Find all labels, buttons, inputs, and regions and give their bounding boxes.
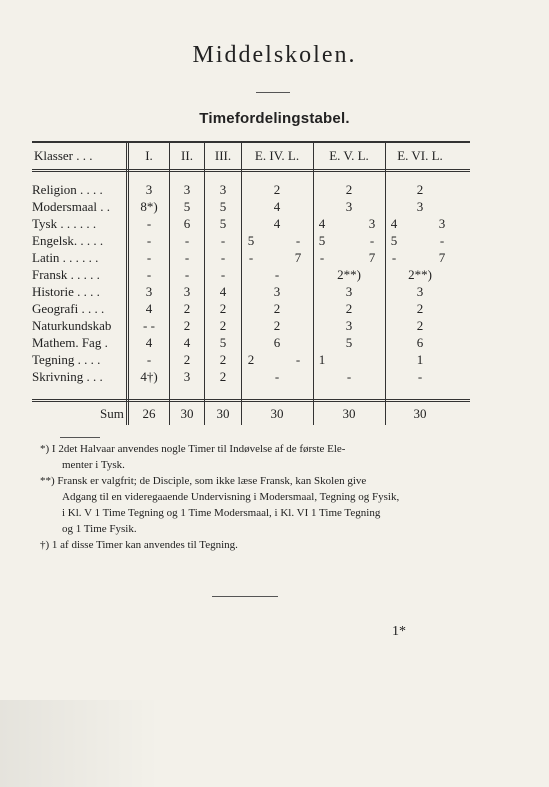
row-label: Tegning . . . . [32, 352, 101, 367]
table-cell: - [439, 233, 445, 248]
table-cell: 2**) [408, 267, 432, 282]
table-cell: 3 [345, 284, 353, 299]
table-cell: 7 [368, 250, 376, 265]
table-cell: 3 [183, 182, 191, 197]
table-cell: 3 [183, 369, 191, 384]
table-cell: 5 [318, 233, 326, 248]
row-label: Latin . . . . . . [32, 250, 99, 265]
table-cell: - [220, 267, 226, 282]
sum-cell: 30 [342, 406, 356, 421]
table-cell: 4 [390, 216, 398, 231]
header-column: III. [214, 148, 232, 163]
table-cell: 8*) [140, 199, 158, 214]
col-divider [126, 141, 127, 425]
table-cell: 4 [219, 284, 227, 299]
table-cell: 2**) [337, 267, 361, 282]
footnote-line: Adgang til en videregaaende Undervisning i Modersmaal, Tegning og Fysik, [62, 491, 400, 503]
table-cell: 6 [416, 335, 424, 350]
table-cell: - [184, 250, 190, 265]
table-cell: 2 [416, 318, 424, 333]
table-cell: 2 [345, 182, 353, 197]
row-label: Mathem. Fag . [32, 335, 108, 350]
footnote-line: *) I 2det Halvaar anvendes nogle Timer til Indøvelse af de første Ele- [40, 443, 346, 455]
table-cell: 2 [273, 318, 281, 333]
table-cell: 3 [273, 284, 281, 299]
col-divider [241, 141, 242, 425]
table-cell: 3 [368, 216, 376, 231]
col-divider [128, 141, 129, 425]
header-column: E. IV. L. [254, 148, 300, 163]
table-cell: - [146, 267, 152, 282]
table-cell: 7 [438, 250, 446, 265]
header-classes: Klasser . . . [34, 148, 93, 163]
table-cell: 2 [247, 352, 255, 367]
sum-cell: 30 [180, 406, 194, 421]
sum-label: Sum [100, 406, 124, 421]
table-cell: - [295, 352, 301, 367]
table-cell: 3 [438, 216, 446, 231]
row-label: Fransk . . . . . [32, 267, 100, 282]
table-cell: 4 [145, 335, 153, 350]
sum-cell: 30 [216, 406, 230, 421]
table-cell: - [146, 250, 152, 265]
header-column: E. V. L. [329, 148, 369, 163]
table-cell: 3 [416, 199, 424, 214]
table-cell: 5 [219, 216, 227, 231]
header-column: E. VI. L. [397, 148, 443, 163]
table-cell: - [184, 267, 190, 282]
table-cell: 5 [219, 199, 227, 214]
header-rule [32, 169, 470, 170]
table-cell: - [295, 233, 301, 248]
footnote-line: i Kl. V 1 Time Tegning og 1 Time Modersmaal, i Kl. VI 1 Time Tegning [62, 507, 381, 519]
table-cell: - [146, 352, 152, 367]
col-divider [313, 141, 314, 425]
table-cell: 4 [145, 301, 153, 316]
table-cell: 3 [219, 182, 227, 197]
table-cell: - - [143, 318, 155, 333]
footnote-rule [60, 437, 100, 438]
col-divider [385, 141, 386, 425]
sum-cell: 30 [413, 406, 427, 421]
header-column: I. [145, 148, 153, 163]
sum-rule-2 [32, 401, 470, 402]
table-cell: 5 [183, 199, 191, 214]
table-cell: 2 [416, 182, 424, 197]
table-cell: - [417, 369, 423, 384]
table-cell: 2 [183, 318, 191, 333]
table-cell: - [319, 250, 325, 265]
table-cell: 2 [219, 318, 227, 333]
table-cell: 4 [273, 199, 281, 214]
table-title: Timefordelingstabel. [199, 110, 350, 127]
row-label: Naturkundskab [32, 318, 112, 333]
row-label: Tysk . . . . . . [32, 216, 97, 231]
table-cell: 2 [273, 182, 281, 197]
table-cell: 5 [219, 335, 227, 350]
table-cell: 4 [318, 216, 326, 231]
row-label: Geografi . . . . [32, 301, 105, 316]
title-rule [256, 92, 290, 93]
table-cell: 2 [273, 301, 281, 316]
row-label: Historie . . . . [32, 284, 100, 299]
row-label: Skrivning . . . [32, 369, 103, 384]
footnote-line: og 1 Time Fysik. [62, 523, 137, 535]
table-cell: - [184, 233, 190, 248]
table-cell: 6 [273, 335, 281, 350]
row-label: Modersmaal . . [32, 199, 110, 214]
table-top-rule [32, 141, 470, 143]
table-cell: - [146, 233, 152, 248]
table-cell: 2 [345, 301, 353, 316]
col-divider [204, 141, 205, 425]
bottom-rule [212, 596, 278, 597]
table-cell: - [248, 250, 254, 265]
table-cell: 3 [183, 284, 191, 299]
footnote-line: †) 1 af disse Timer kan anvendes til Tegning. [40, 539, 238, 551]
table-cell: 1 [318, 352, 326, 367]
table-cell: 5 [247, 233, 255, 248]
col-divider [169, 141, 170, 425]
table-cell: - [369, 233, 375, 248]
table-cell: 2 [219, 301, 227, 316]
header-rule-2 [32, 171, 470, 172]
table-cell: 3 [345, 318, 353, 333]
table-cell: 3 [416, 284, 424, 299]
table-cell: - [274, 267, 280, 282]
table-cell: - [146, 216, 152, 231]
sum-cell: 30 [270, 406, 284, 421]
table-cell: 3 [145, 182, 153, 197]
table-cell: - [391, 250, 397, 265]
row-label: Religion . . . . [32, 182, 103, 197]
table-cell: 1 [416, 352, 424, 367]
page-shadow [0, 700, 160, 787]
table-cell: 7 [294, 250, 302, 265]
signature-mark: 1* [392, 624, 406, 639]
table-cell: 3 [145, 284, 153, 299]
table-cell: 4†) [140, 369, 158, 384]
table-cell: 4 [183, 335, 191, 350]
table-cell: 5 [345, 335, 353, 350]
table-cell: 3 [345, 199, 353, 214]
table-cell: - [220, 250, 226, 265]
table-cell: 2 [219, 369, 227, 384]
footnote-line: menter i Tysk. [62, 459, 125, 471]
table-cell: - [274, 369, 280, 384]
table-cell: 6 [183, 216, 191, 231]
footnote-line: **) Fransk er valgfrit; de Disciple, som ikke læse Fransk, kan Skolen give [40, 475, 367, 487]
table-cell: 2 [416, 301, 424, 316]
header-column: II. [181, 148, 193, 163]
row-label: Engelsk. . . . . [32, 233, 104, 248]
table-cell: 5 [390, 233, 398, 248]
table-cell: 2 [183, 352, 191, 367]
table-cell: 4 [273, 216, 281, 231]
timetable [32, 141, 470, 425]
table-cell: 2 [183, 301, 191, 316]
table-cell: 2 [219, 352, 227, 367]
sum-rule [32, 399, 470, 400]
sum-cell: 26 [142, 406, 156, 421]
page-title: Middelskolen. [192, 42, 357, 68]
table-cell: - [220, 233, 226, 248]
table-cell: - [346, 369, 352, 384]
